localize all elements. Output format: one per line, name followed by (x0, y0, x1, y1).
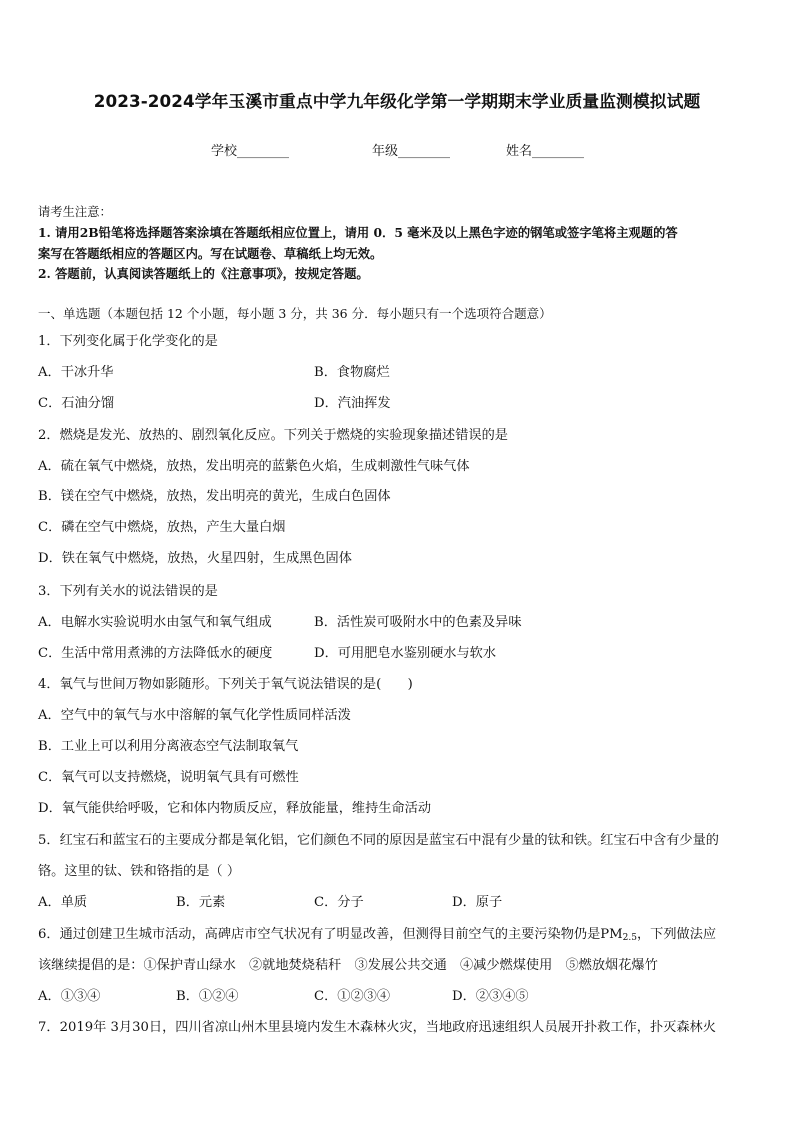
q3-option-a[interactable]: A．电解水实验说明水由氢气和氧气组成 (38, 615, 272, 630)
notice-item-1-line-1: 1. 请用2B铅笔将选择题答案涂填在答题纸相应位置上，请用 0．5 毫米及以上黑色字迹的钢笔或签字笔将主观题的答 (38, 225, 678, 240)
q5-option-a[interactable]: A．单质 (38, 895, 88, 910)
q7-stem-line-1: 7．2019年 3月30日，四川省凉山州木里县境内发生木森林火灾，当地政府迅速组织人员展开扑救工作，扑灭森林火 (38, 1020, 716, 1035)
q6-stem-text: 6．通过创建卫生城市活动，高碑店市空气状况有了明显改善，但测得目前空气的主要污染物仍是PM (38, 927, 623, 942)
q5-option-c[interactable]: C．分子 (314, 895, 364, 910)
q4-option-d[interactable]: D．氧气能供给呼吸，它和体内物质反应，释放能量，维持生命活动 (38, 801, 432, 816)
q1-option-a[interactable]: A．干冰升华 (38, 365, 114, 380)
q3-option-d[interactable]: D．可用肥皂水鉴别硬水与软水 (314, 646, 497, 661)
q4-option-c[interactable]: C．氧气可以支持燃烧，说明氧气具有可燃性 (38, 770, 299, 785)
q2-option-c[interactable]: C．磷在空气中燃烧，放热，产生大量白烟 (38, 520, 286, 535)
notice-heading: 请考生注意： (38, 205, 112, 219)
grade-field[interactable]: 年级________ (372, 144, 451, 159)
q6-option-c[interactable]: C．①②③④ (314, 989, 391, 1004)
q3-stem: 3．下列有关水的说法错误的是 (38, 584, 218, 599)
q6-pm-subscript: 2.5 (622, 933, 637, 943)
q6-stem-line-2: 该继续提倡的是：①保护青山绿水 ②就地焚烧秸秆 ③发展公共交通 ④减少燃煤使用 ⑤燃放烟花爆竹 (38, 958, 658, 973)
q1-option-c[interactable]: C．石油分馏 (38, 396, 115, 411)
q6-stem-text-end: ，下列做法应 (636, 927, 717, 942)
section-heading: 一、单选题（本题包括 12 个小题，每小题 3 分，共 36 分．每小题只有一个选项符合题意） (38, 306, 552, 321)
q3-option-b[interactable]: B．活性炭可吸附水中的色素及异味 (314, 615, 522, 630)
q2-option-b[interactable]: B．镁在空气中燃烧，放热，发出明亮的黄光，生成白色固体 (38, 489, 391, 504)
page-title: 2023-2024学年玉溪市重点中学九年级化学第一学期期末学业质量监测模拟试题 (93, 91, 701, 111)
notice-item-1-line-2: 案写在答题纸相应的答题区内。写在试题卷、草稿纸上均无效。 (38, 246, 383, 261)
q2-stem: 2．燃烧是发光、放热的、剧烈氧化反应。下列关于燃烧的实验现象描述错误的是 (38, 428, 508, 443)
q1-stem: 1．下列变化属于化学变化的是 (38, 334, 218, 349)
q2-option-d[interactable]: D．铁在氧气中燃烧，放热，火星四射，生成黑色固体 (38, 551, 352, 566)
notice-item-2: 2. 答题前，认真阅读答题纸上的《注意事项》，按规定答题。 (38, 266, 369, 281)
q6-option-a[interactable]: A．①③④ (38, 989, 101, 1004)
q6-stem-line-1 (38, 927, 716, 943)
q1-option-d[interactable]: D．汽油挥发 (314, 396, 391, 411)
q4-stem: 4．氧气与世间万物如影随形。下列关于氧气说法错误的是( ) (38, 677, 413, 692)
q6-option-d[interactable]: D．②③④⑤ (452, 989, 529, 1004)
q4-option-a[interactable]: A．空气中的氧气与水中溶解的氧气化学性质同样活泼 (38, 708, 351, 723)
school-field[interactable]: 学校________ (211, 144, 290, 159)
q4-option-b[interactable]: B．工业上可以利用分离液态空气法制取氧气 (38, 739, 299, 754)
q5-stem-line-1: 5．红宝石和蓝宝石的主要成分都是氧化铝，它们颜色不同的原因是蓝宝石中混有少量的钛和铁。红宝石中含有少量的 (38, 833, 719, 848)
q3-option-c[interactable]: C．生活中常用煮沸的方法降低水的硬度 (38, 646, 273, 661)
q2-option-a[interactable]: A．硫在氧气中燃烧，放热，发出明亮的蓝紫色火焰，生成刺激性气味气体 (38, 459, 470, 474)
q5-option-d[interactable]: D．原子 (452, 895, 503, 910)
q6-option-b[interactable]: B．①②④ (176, 989, 239, 1004)
q5-stem-line-2: 铬。这里的钛、铁和铬指的是（ ） (38, 864, 241, 879)
name-field[interactable]: 姓名________ (506, 144, 585, 159)
q1-option-b[interactable]: B．食物腐烂 (314, 365, 390, 380)
q5-option-b[interactable]: B．元素 (176, 895, 226, 910)
